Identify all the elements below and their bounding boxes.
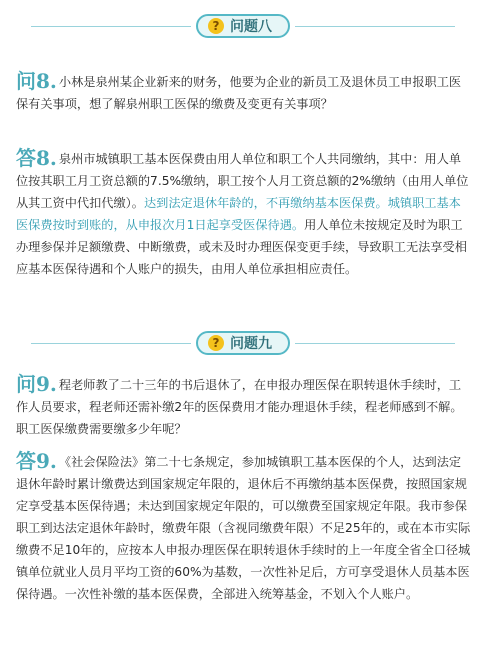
question-bubble-icon: ? xyxy=(208,335,224,351)
answer-9 xyxy=(16,450,472,605)
section-9-header xyxy=(0,331,486,357)
question-tag: 问9. xyxy=(16,372,57,396)
answer-text-1: 泉州市城镇职工基本医保费由用人单位和职工个人共同缴纳，其中：用人单位按其职工月工资总额的7.5%缴纳，职工按个人月工资总额的2%缴纳（由用人单位从其工资中代扣代缴）。 xyxy=(16,152,469,210)
question-8 xyxy=(16,70,472,115)
question-tag: 问8. xyxy=(16,69,57,93)
question-bubble-icon: ? xyxy=(208,18,224,34)
question-text: 程老师教了二十三年的书后退休了，在申报办理医保在职转退休手续时，工作人员要求，程老师还需补缴2年的医保费用才能办理退休手续，程老师感到不解。职工医保缴费需要缴多少年呢？ xyxy=(16,378,463,436)
answer-highlight: 达到法定退休年龄的，不再缴纳基本医保费。城镇职工基本医保费按时到账的，从申报次月1日起享受医保待遇。 xyxy=(16,196,461,232)
divider-right xyxy=(295,343,455,344)
badge-title: 问题八 xyxy=(230,19,272,35)
answer-tag: 答9. xyxy=(16,449,57,473)
divider-left xyxy=(31,343,191,344)
divider-right xyxy=(295,26,455,27)
section-8-header xyxy=(0,14,486,40)
section-badge xyxy=(196,14,290,38)
question-text: 小林是泉州某企业新来的财务，他要为企业的新员工及退休员工申报职工医保有关事项，想了解泉州职工医保的缴费及变更有关事项？ xyxy=(16,75,462,111)
answer-text-2: 用人单位未按规定及时为职工办理参保并足额缴费、中断缴费，或未及时办理医保变更手续，导致职工无法享受相应基本医保待遇和个人账户的损失，由用人单位承担相应责任。 xyxy=(16,218,467,276)
question-9 xyxy=(16,373,472,440)
answer-8 xyxy=(16,147,472,280)
divider-left xyxy=(31,26,191,27)
section-badge xyxy=(196,331,290,355)
badge-title: 问题九 xyxy=(230,336,272,352)
answer-tag: 答8. xyxy=(16,146,57,170)
answer-text-1: 《社会保险法》第二十七条规定，参加城镇职工基本医保的个人，达到法定退休年龄时累计缴费达到国家规定年限的，退休后不再缴纳基本医保费，按照国家规定享受基本医保待遇；未达到国家规定年限的，可以缴费至国家规定年限。我市参保职工到达法定退休年龄时，缴费年限（含视同缴费年限）不足25年的，或在本市实际缴费不足10年的，应按本人申报办理医保在职转退休手续时的上一年度全省全口径城镇单位就业人员月平均工资的60%为基数，一次性补足后，方可享受退休人员基本医保待遇。一次性补缴的基本医保费，全部进入统筹基金，不划入个人账户。 xyxy=(16,455,471,601)
